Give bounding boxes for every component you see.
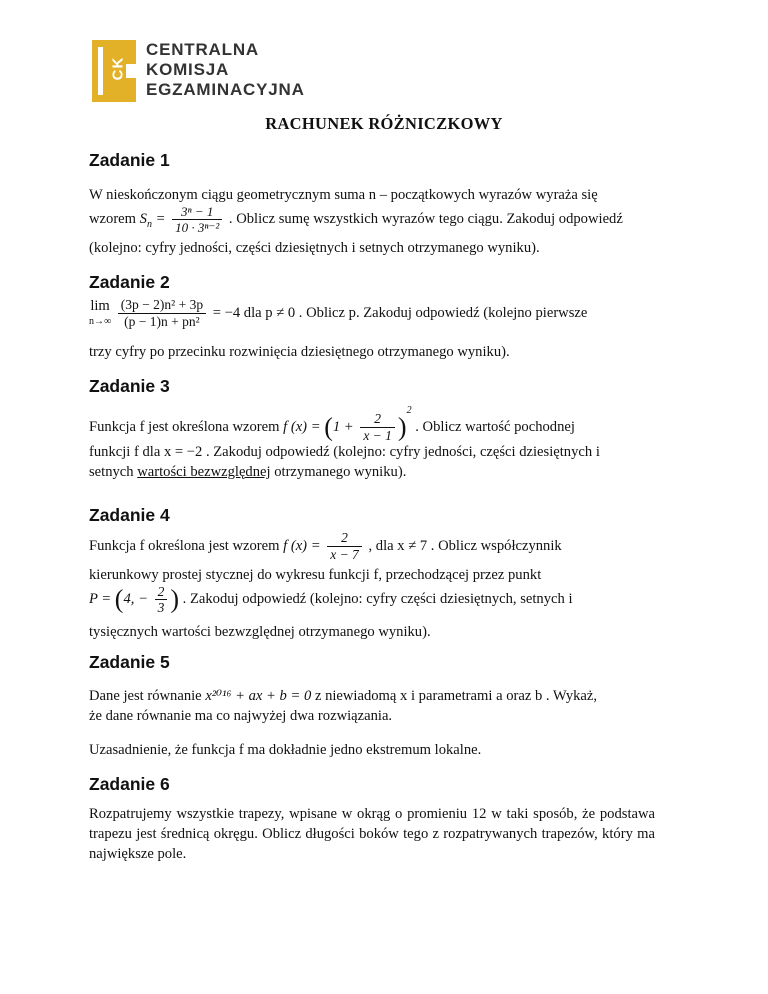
task-4-line-3: P = (4, − $\frac{2}{3}$ ) . Zakoduj odpowiedź (kolejno: cyfry części dziesiętnych, setnych i <box>89 584 573 615</box>
task-4-formula: f (x) = $\frac{2}{x - 7}$ <box>283 538 368 554</box>
task-5-heading: Zadanie 5 <box>89 652 170 672</box>
task-1-line-1: W nieskończonym ciągu geometrycznym suma n – początkowych wyrazów wyraża się <box>89 187 598 203</box>
task-5-line-3: Uzasadnienie, że funkcja f ma dokładnie jedno ekstremum lokalne. <box>89 742 482 758</box>
task-3-line-1: Funkcja f jest określona wzorem f (x) = (1 + $\frac{2}{x - 1}$ )$^2$ . Oblicz wartość pochodnej <box>89 405 575 444</box>
logo-text <box>146 40 305 100</box>
emphasis-underlined: wartości bezwzględnej <box>137 464 271 480</box>
task-2-line-2: trzy cyfry po przecinku rozwinięcia dziesiętnego otrzymanego wyniku). <box>89 344 510 360</box>
task-3-line-2: funkcji f dla x = −2 . Zakoduj odpowiedź (kolejno: cyfry jedności, części dziesiętnych i <box>89 444 600 460</box>
task-2-heading: Zadanie 2 <box>89 272 170 292</box>
task-4-line-1: Funkcja f określona jest wzorem f (x) = $\frac{2}{x - 7}$ , dla x ≠ 7 . Oblicz współczynnik <box>89 530 562 562</box>
task-1-formula: $S_n$ = $\frac{\text{3ⁿ − 1}}{\text{10 · 3ⁿ⁻²}}$ <box>140 211 229 227</box>
task-6-heading: Zadanie 6 <box>89 774 170 794</box>
logo-mark <box>92 40 136 102</box>
task-4-line-4: tysięcznych wartości bezwzględnej otrzymanego wyniku). <box>89 624 431 640</box>
task-3-line-3: setnych wartości bezwzględnej otrzymanego wyniku). <box>89 464 407 480</box>
logo-line-1: CENTRALNA <box>146 40 259 59</box>
logo-mark-text: CK <box>109 56 127 81</box>
task-6-body: Rozpatrujemy wszystkie trapezy, wpisane w okrąg o promieniu 12 w taki sposób, że podstawa trapezu jest średnicą okręgu. Oblicz długości boków tego z rozpatrywanych trapezów, który ma największe pole. <box>89 806 655 862</box>
task-4-heading: Zadanie 4 <box>89 505 170 525</box>
task-4-line-2: kierunkowy prostej stycznej do wykresu funkcji f, przechodzącej przez punkt <box>89 567 542 583</box>
task-2-formula: lim n→∞ $\frac{\text{(3p − 2)n² + 3p}}{\text{(p − 1)n + pn²}}$ = −4 <box>89 297 241 329</box>
task-3-heading: Zadanie 3 <box>89 376 170 396</box>
task-2-line-1: lim n→∞ $\frac{\text{(3p − 2)n² + 3p}}{\text{(p − 1)n + pn²}}$ = −4 dla p ≠ 0 . Oblicz p. Zakoduj odpowiedź (kolejno pierwsze <box>89 297 588 329</box>
task-1-heading: Zadanie 1 <box>89 150 170 170</box>
task-5-line-2: że dane równanie ma co najwyżej dwa rozwiązania. <box>89 708 393 724</box>
task-1-line-2: wzorem $S_n$ = $\frac{\text{3ⁿ − 1}}{\text{10 · 3ⁿ⁻²}}$ . Oblicz sumę wszystkich wyrazów tego ciągu. Zakoduj odpowiedź <box>89 204 623 235</box>
logo-line-3: EGZAMINACYJNA <box>146 80 305 99</box>
task-5-line-1: Dane jest równanie x²⁰¹⁶ + ax + b = 0 z niewiadomą x i parametrami a oraz b . Wykaż, <box>89 688 598 704</box>
logo-line-2: KOMISJA <box>146 60 230 79</box>
task-3-formula: f (x) = (1 + $\frac{2}{x - 1}$ )$^2$ <box>283 405 412 444</box>
task-4-point: P = (4, − $\frac{2}{3}$ ) <box>89 584 179 615</box>
task-5-equation: x²⁰¹⁶ + ax + b = 0 <box>205 688 312 704</box>
page-title: RACHUNEK RÓŻNICZKOWY <box>265 114 503 133</box>
task-1-line-3: (kolejno: cyfry jedności, części dziesiętnych i setnych otrzymanego wyniku). <box>89 240 540 256</box>
